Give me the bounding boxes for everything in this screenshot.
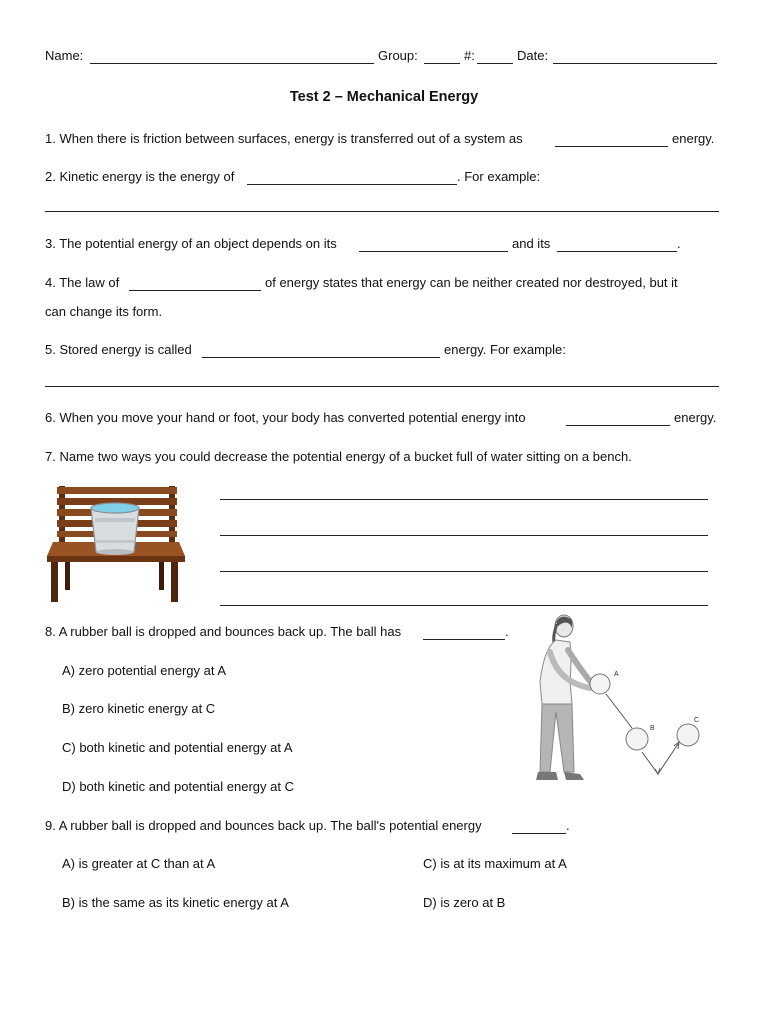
q3-blank-1[interactable] bbox=[359, 250, 508, 252]
q2-example-line[interactable] bbox=[45, 210, 719, 212]
q7-answer-line-1[interactable] bbox=[220, 498, 708, 500]
q3-text-end: . bbox=[677, 236, 681, 251]
q7-text: 7. Name two ways you could decrease the potential energy of a bucket full of water sitting on a bench. bbox=[45, 449, 632, 464]
q8-option-a[interactable]: A) zero potential energy at A bbox=[62, 663, 227, 678]
q2-text: 2. Kinetic energy is the energy of bbox=[45, 169, 235, 184]
q5-example-line[interactable] bbox=[45, 385, 719, 387]
q9-blank[interactable] bbox=[512, 832, 566, 834]
group-blank[interactable] bbox=[424, 62, 460, 64]
q9-option-a[interactable]: A) is greater at C than at A bbox=[62, 856, 216, 871]
q9-stem: 9. A rubber ball is dropped and bounces back up. The ball's potential energy bbox=[45, 818, 482, 833]
date-label: Date: bbox=[517, 48, 552, 63]
q3-text: 3. The potential energy of an object depends on its bbox=[45, 236, 337, 251]
q1-text-end: energy. bbox=[672, 131, 715, 146]
q5-blank[interactable] bbox=[202, 356, 440, 358]
bench-bucket-image bbox=[45, 484, 187, 604]
q2-text-end: . For example: bbox=[457, 169, 541, 184]
q3-blank-2[interactable] bbox=[557, 250, 677, 252]
q5-text-end: energy. For example: bbox=[444, 342, 566, 357]
number-label: #: bbox=[464, 48, 475, 63]
ball-label-c: C bbox=[694, 717, 700, 724]
q1-blank[interactable] bbox=[555, 145, 668, 147]
q7-answer-line-2[interactable] bbox=[220, 534, 708, 536]
number-blank[interactable] bbox=[477, 62, 513, 64]
q8-option-d[interactable]: D) both kinetic and potential energy at C bbox=[62, 779, 294, 794]
q9-option-c[interactable]: C) is at its maximum at A bbox=[423, 856, 567, 871]
q8-option-c[interactable]: C) both kinetic and potential energy at A bbox=[62, 740, 293, 755]
q4-text-mid: of energy states that energy can be neither created nor destroyed, but it bbox=[265, 275, 678, 290]
q8-stem-end: . bbox=[505, 624, 509, 639]
name-label: Name: bbox=[45, 48, 87, 63]
q3-text-mid: and its bbox=[512, 236, 551, 251]
q9-stem-end: . bbox=[566, 818, 570, 833]
ball-bounce-figure bbox=[528, 612, 712, 788]
q8-option-b[interactable]: B) zero kinetic energy at C bbox=[62, 701, 216, 716]
q5-text: 5. Stored energy is called bbox=[45, 342, 192, 357]
q7-answer-line-3[interactable] bbox=[220, 570, 708, 572]
date-blank[interactable] bbox=[553, 62, 717, 64]
group-label: Group: bbox=[378, 48, 422, 63]
q1-text: 1. When there is friction between surfaces, energy is transferred out of a system as bbox=[45, 131, 523, 146]
page-title: Test 2 – Mechanical Energy bbox=[289, 89, 479, 105]
q4-text: 4. The law of bbox=[45, 275, 120, 290]
q9-option-b[interactable]: B) is the same as its kinetic energy at A bbox=[62, 895, 289, 910]
name-blank[interactable] bbox=[90, 62, 374, 64]
q6-blank[interactable] bbox=[566, 424, 670, 426]
q8-stem: 8. A rubber ball is dropped and bounces back up. The ball has bbox=[45, 624, 402, 639]
q4-blank[interactable] bbox=[129, 289, 261, 291]
q7-answer-line-4[interactable] bbox=[220, 604, 708, 606]
q8-blank[interactable] bbox=[423, 638, 505, 640]
q6-text: 6. When you move your hand or foot, your body has converted potential energy into bbox=[45, 410, 526, 425]
q4-text-end: can change its form. bbox=[45, 304, 163, 319]
q2-blank[interactable] bbox=[247, 183, 457, 185]
q9-option-d[interactable]: D) is zero at B bbox=[423, 895, 506, 910]
ball-label-b: B bbox=[650, 725, 655, 732]
ball-label-a: A bbox=[614, 671, 619, 678]
q6-text-end: energy. bbox=[674, 410, 717, 425]
